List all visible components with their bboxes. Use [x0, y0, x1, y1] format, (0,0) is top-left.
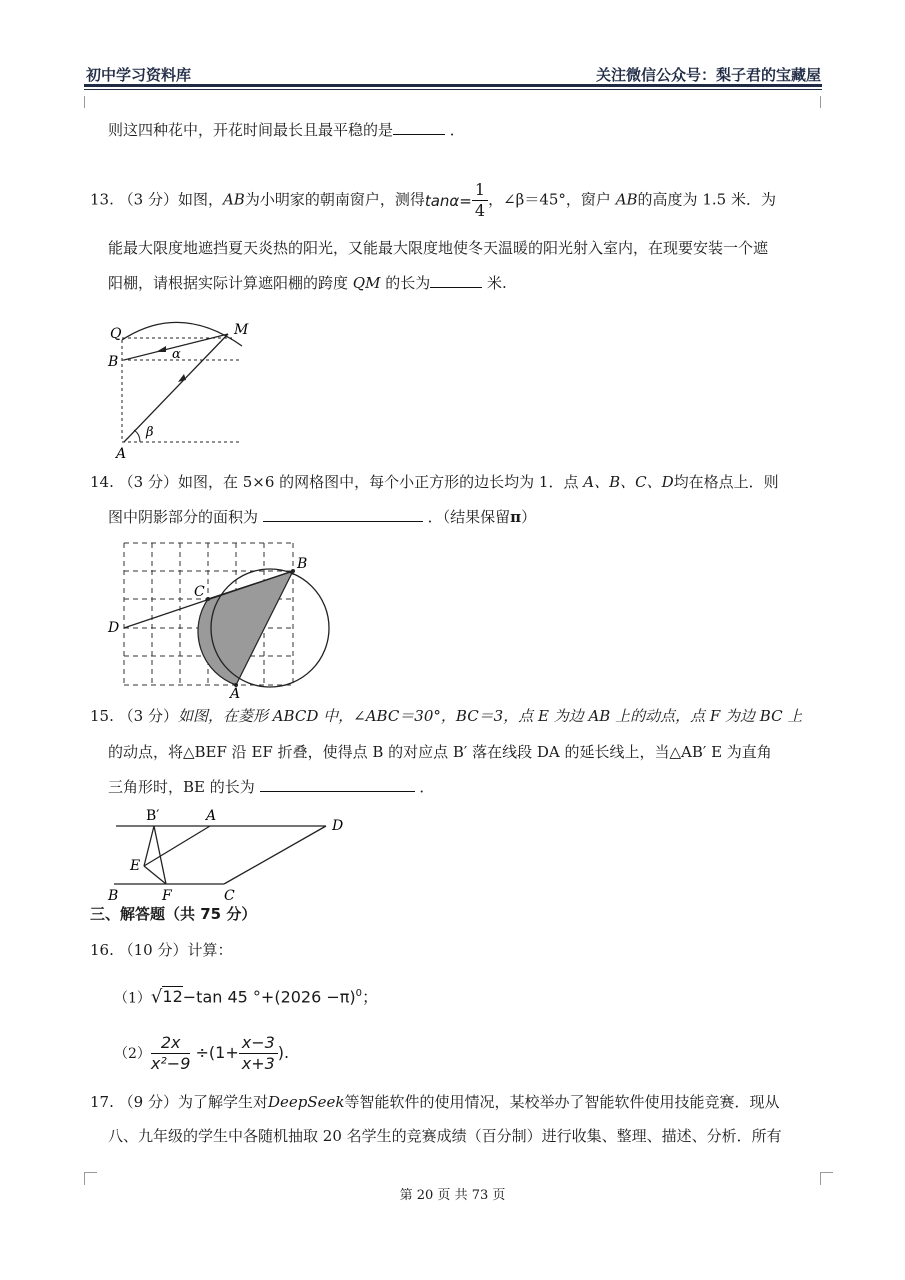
label-beta: β [146, 425, 154, 440]
label-F: F [162, 888, 172, 904]
label-B: B [108, 354, 119, 370]
label-E: E [130, 858, 141, 874]
q15-line3: 三角形时，BE 的长为 ． [108, 778, 435, 796]
label-A: A [116, 446, 127, 462]
corner-mark [84, 1172, 97, 1185]
label-M: M [234, 322, 249, 338]
label-C: C [194, 584, 205, 600]
label-B: B [108, 888, 119, 904]
label-C: C [224, 888, 235, 904]
q16-part2: （2） $\frac{2x}{\text{x²−9}}$ ÷(1+ $\frac{x-3}{x+3}$ ). [114, 1033, 290, 1073]
arrowhead [178, 374, 186, 382]
corner-mark [820, 1172, 833, 1185]
section-title: 三、解答题（共 75 分） [90, 905, 257, 923]
q15-line2: 的动点，将△BEF 沿 EF 折叠，使得点 B 的对应点 B′ 落在线段 DA 的延长线上，当△AB′ E 为直角 [108, 743, 772, 761]
header-right: 关注微信公众号：梨子君的宝藏屋 [595, 66, 821, 84]
label-A: A [230, 686, 241, 702]
label-A: A [206, 808, 217, 824]
header-rule-thin [84, 89, 822, 90]
line-AE [144, 826, 210, 866]
q13-figure [100, 312, 270, 464]
q12-tail: 则这四种花中，开花时间最长且最平稳的是 ． [108, 121, 465, 139]
q14-line1: 14. （3 分）如图，在 5×6 的网格图中，每个小正方形的边长均为 1．点 A、B、C、D均在格点上．则 [90, 473, 779, 491]
page-number: 第 20 页 共 73 页 [399, 1188, 506, 1203]
q13-line3: 阳棚，请根据实际计算遮阳棚的跨度 QM 的长为 米. [108, 274, 507, 292]
q17-line1: 17. （9 分）为了解学生对DeepSeek等智能软件的使用情况，某校举办了智能软件使用技能竞赛．现从 [90, 1093, 780, 1111]
header-left: 初中学习资料库 [86, 66, 192, 84]
q15-line1: 15. （3 分）如图，在菱形 ABCD 中，∠ABC＝30°，BC＝3，点 E 为边 AB 上的动点，点 F 为边 BC 上 [90, 707, 803, 725]
q16-title: 16. （10 分）计算： [90, 941, 233, 959]
label-B: B [297, 556, 308, 572]
q13-line1: 13. （3 分）如图，AB为小明家的朝南窗户，测得tanα= $\frac{1}{4}$ ，∠β＝45°，窗户 AB的高度为 1.5 米．为 [90, 180, 776, 220]
angle-beta-arc [134, 430, 140, 442]
header-rule-thick [84, 84, 822, 87]
label-alpha: α [172, 347, 181, 362]
corner-mark [820, 96, 833, 108]
corner-mark [84, 96, 97, 108]
q16-part1: （1）√12−tan 45 $^\circ+(2026 -\pi)^0$； [114, 986, 379, 1008]
point-C [206, 597, 210, 601]
q14-figure [104, 538, 339, 702]
q13-line2: 能最大限度地遮挡夏天炎热的阳光，又能最大限度地使冬天温暖的阳光射入室内，在现要安装一个遮 [108, 239, 769, 257]
label-Q: Q [110, 326, 122, 342]
label-Bp: B′ [146, 808, 160, 824]
line-EBp [144, 826, 154, 866]
arc-shade [122, 322, 242, 346]
label-D: D [332, 818, 344, 834]
label-D: D [108, 620, 120, 636]
arrowhead [156, 346, 166, 352]
q15-figure [104, 804, 349, 904]
side-DC [224, 826, 326, 884]
q14-line2: 图中阴影部分的面积为 ．（结果保留π） [108, 508, 537, 526]
point-B [291, 569, 295, 573]
q17-line2: 八、九年级的学生中各随机抽取 20 名学生的竞赛成绩（百分制）进行收集、整理、描述、分析．所有 [108, 1127, 782, 1145]
